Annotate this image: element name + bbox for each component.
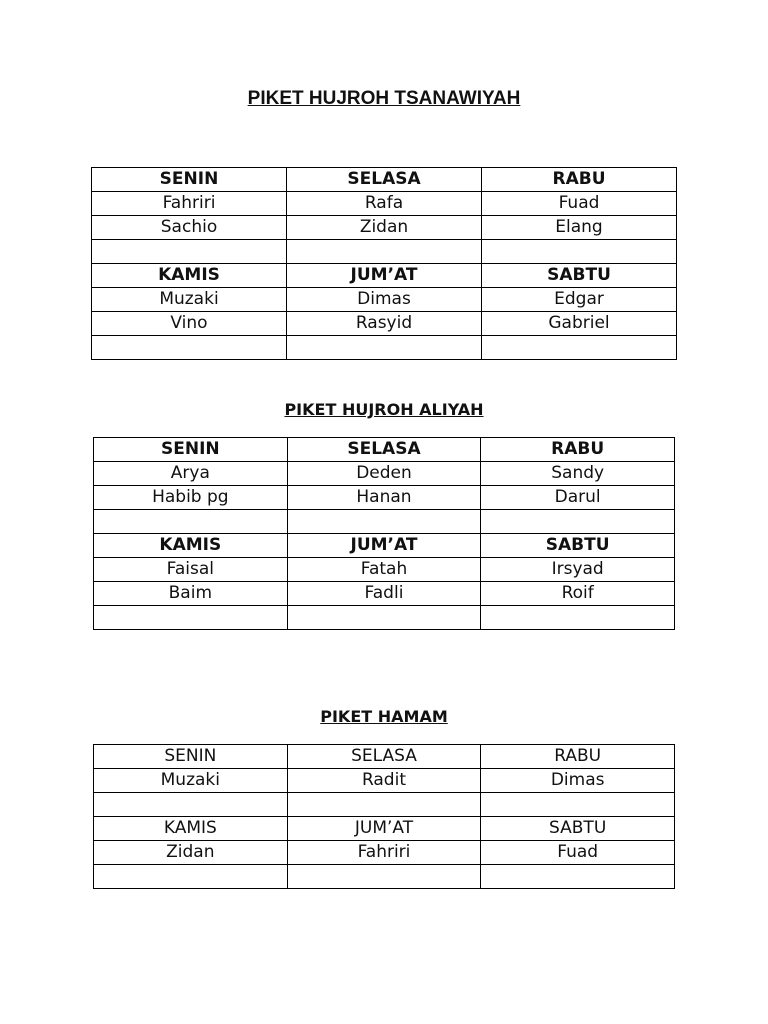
table-row bbox=[94, 486, 675, 510]
name-cell bbox=[287, 793, 481, 817]
name-cell: Rafa bbox=[287, 192, 482, 216]
table-piket-hamam bbox=[93, 744, 675, 889]
day-header-cell: JUM’AT bbox=[287, 264, 482, 288]
table-row bbox=[94, 558, 675, 582]
name-cell bbox=[92, 336, 287, 360]
name-cell: Fuad bbox=[481, 841, 675, 865]
name-cell: Vino bbox=[92, 312, 287, 336]
table-row bbox=[92, 312, 677, 336]
name-cell bbox=[94, 865, 288, 889]
day-header-cell: SELASA bbox=[287, 168, 482, 192]
name-cell: Hanan bbox=[287, 486, 481, 510]
table-row bbox=[94, 462, 675, 486]
table-piket-tsanawiyah bbox=[91, 167, 677, 360]
section-title-hamam: PIKET HAMAM bbox=[320, 707, 448, 726]
day-header-cell: SENIN bbox=[94, 438, 288, 462]
name-cell bbox=[482, 336, 677, 360]
day-header-cell: SELASA bbox=[287, 438, 481, 462]
name-cell: Radit bbox=[287, 769, 481, 793]
day-header-cell: KAMIS bbox=[94, 534, 288, 558]
table-row bbox=[94, 769, 675, 793]
day-header-cell: RABU bbox=[481, 745, 675, 769]
table-row bbox=[94, 606, 675, 630]
name-cell: Muzaki bbox=[92, 288, 287, 312]
day-header-cell: KAMIS bbox=[94, 817, 288, 841]
name-cell: Fahriri bbox=[287, 841, 481, 865]
day-header-cell: SABTU bbox=[481, 534, 675, 558]
day-header-cell: SABTU bbox=[481, 817, 675, 841]
table-piket-aliyah bbox=[93, 437, 675, 630]
name-cell bbox=[287, 336, 482, 360]
day-header-cell: JUM’AT bbox=[287, 534, 481, 558]
name-cell bbox=[287, 865, 481, 889]
table-row bbox=[94, 793, 675, 817]
name-cell bbox=[481, 606, 675, 630]
name-cell: Gabriel bbox=[482, 312, 677, 336]
name-cell: Fahriri bbox=[92, 192, 287, 216]
day-header-row bbox=[94, 817, 675, 841]
day-header-cell: SABTU bbox=[482, 264, 677, 288]
name-cell: Arya bbox=[94, 462, 288, 486]
name-cell: Deden bbox=[287, 462, 481, 486]
day-header-row bbox=[94, 438, 675, 462]
name-cell: Rasyid bbox=[287, 312, 482, 336]
table-row bbox=[92, 336, 677, 360]
name-cell bbox=[481, 865, 675, 889]
section-title-tsanawiyah: PIKET HUJROH TSANAWIYAH bbox=[247, 88, 521, 109]
day-header-cell: KAMIS bbox=[92, 264, 287, 288]
name-cell: Fatah bbox=[287, 558, 481, 582]
name-cell: Elang bbox=[482, 216, 677, 240]
name-cell bbox=[287, 510, 481, 534]
day-header-cell: SENIN bbox=[92, 168, 287, 192]
day-header-cell: SELASA bbox=[287, 745, 481, 769]
day-header-cell: JUM’AT bbox=[287, 817, 481, 841]
table-row bbox=[92, 288, 677, 312]
name-cell bbox=[94, 606, 288, 630]
name-cell bbox=[481, 793, 675, 817]
name-cell: Fuad bbox=[482, 192, 677, 216]
section-title-aliyah: PIKET HUJROH ALIYAH bbox=[284, 400, 484, 419]
name-cell: Darul bbox=[481, 486, 675, 510]
name-cell: Faisal bbox=[94, 558, 288, 582]
name-cell: Edgar bbox=[482, 288, 677, 312]
name-cell: Sachio bbox=[92, 216, 287, 240]
table-row bbox=[94, 865, 675, 889]
name-cell bbox=[94, 793, 288, 817]
name-cell: Zidan bbox=[94, 841, 288, 865]
name-cell bbox=[482, 240, 677, 264]
day-header-row bbox=[92, 168, 677, 192]
table-row bbox=[92, 192, 677, 216]
name-cell bbox=[92, 240, 287, 264]
day-header-row bbox=[94, 534, 675, 558]
table-row bbox=[92, 240, 677, 264]
name-cell: Fadli bbox=[287, 582, 481, 606]
name-cell: Habib pg bbox=[94, 486, 288, 510]
name-cell bbox=[287, 606, 481, 630]
name-cell: Baim bbox=[94, 582, 288, 606]
name-cell: Dimas bbox=[481, 769, 675, 793]
name-cell: Muzaki bbox=[94, 769, 288, 793]
day-header-cell: RABU bbox=[482, 168, 677, 192]
name-cell: Dimas bbox=[287, 288, 482, 312]
name-cell: Irsyad bbox=[481, 558, 675, 582]
day-header-row bbox=[92, 264, 677, 288]
table-row bbox=[94, 510, 675, 534]
name-cell bbox=[94, 510, 288, 534]
name-cell: Zidan bbox=[287, 216, 482, 240]
table-row bbox=[94, 582, 675, 606]
name-cell bbox=[287, 240, 482, 264]
day-header-cell: SENIN bbox=[94, 745, 288, 769]
day-header-cell: RABU bbox=[481, 438, 675, 462]
table-row bbox=[94, 841, 675, 865]
name-cell bbox=[481, 510, 675, 534]
name-cell: Roif bbox=[481, 582, 675, 606]
name-cell: Sandy bbox=[481, 462, 675, 486]
day-header-row bbox=[94, 745, 675, 769]
table-row bbox=[92, 216, 677, 240]
